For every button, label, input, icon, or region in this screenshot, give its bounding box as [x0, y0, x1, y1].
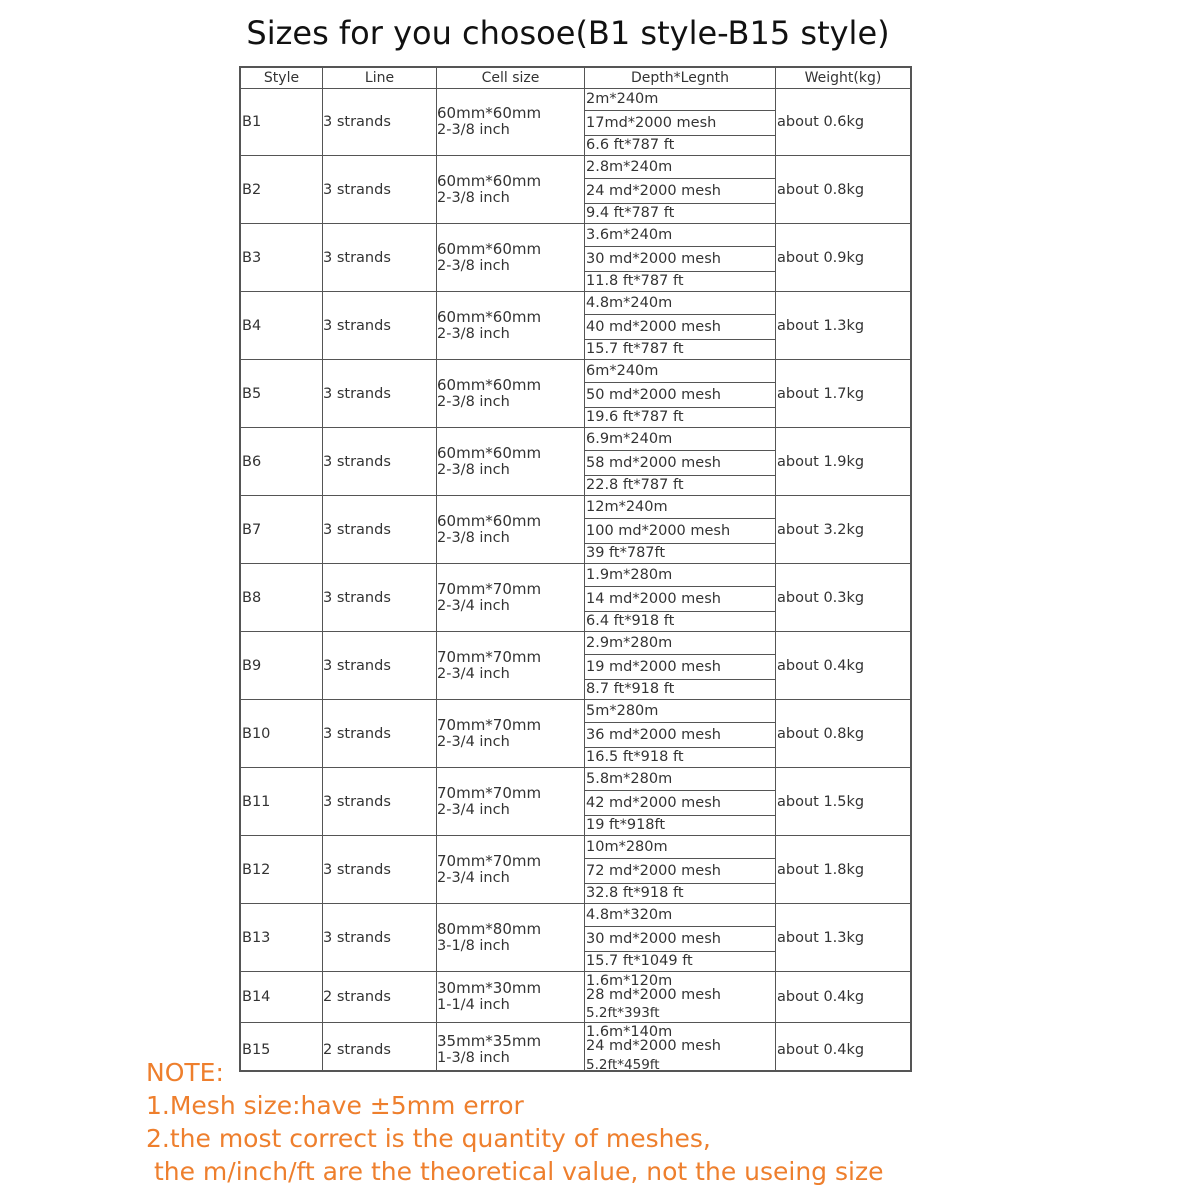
depth-feet: 6.4 ft*918 ft	[586, 612, 675, 629]
weight-cell: about 1.8kg	[777, 861, 865, 878]
cell-size-inch: 2-3/8 inch	[437, 393, 510, 410]
depth-length-cell	[585, 564, 775, 631]
depth-meters: 4.8m*240m	[586, 295, 673, 311]
depth-length-cell	[585, 496, 775, 563]
table-row	[241, 700, 910, 768]
depth-meters: 3.6m*240m	[586, 227, 673, 243]
cell-size-mm: 70mm*70mm	[437, 647, 542, 666]
depth-length-cell	[585, 836, 775, 903]
line-cell: 2 strands	[323, 1041, 391, 1058]
line-cell: 3 strands	[323, 385, 391, 402]
table-row	[241, 428, 910, 496]
table-row	[241, 564, 910, 632]
table-row	[241, 88, 910, 156]
cell-size-inch: 3-1/8 inch	[437, 937, 510, 954]
weight-cell: about 1.9kg	[777, 453, 865, 470]
cell-size-cell	[437, 632, 583, 699]
header-cell-size: Cell size	[481, 70, 540, 86]
depth-meters: 6.9m*240m	[586, 431, 673, 447]
cell-size-cell	[437, 428, 583, 495]
depth-mesh: 36 md*2000 mesh	[585, 722, 775, 748]
depth-mesh: 50 md*2000 mesh	[585, 382, 775, 408]
line-cell: 3 strands	[323, 521, 391, 538]
style-cell: B1	[242, 113, 262, 130]
cell-size-inch: 2-3/4 inch	[437, 801, 510, 818]
page-title: Sizes for you chosoe(B1 style-B15 style)	[246, 14, 890, 52]
style-cell: B12	[242, 861, 271, 878]
cell-size-inch: 2-3/8 inch	[437, 461, 510, 478]
depth-feet: 32.8 ft*918 ft	[586, 884, 684, 901]
depth-mesh: 40 md*2000 mesh	[585, 314, 775, 340]
style-cell: B3	[242, 249, 262, 266]
sizes-table	[239, 66, 912, 1072]
weight-cell: about 1.3kg	[777, 317, 865, 334]
cell-size-mm: 30mm*30mm	[437, 979, 542, 997]
table-row	[241, 768, 910, 836]
depth-feet: 19 ft*918ft	[586, 816, 666, 833]
depth-mesh: 42 md*2000 mesh	[585, 790, 775, 816]
depth-mesh: 19 md*2000 mesh	[585, 654, 775, 680]
depth-meters: 2m*240m	[586, 91, 659, 107]
header-depth-length: Depth*Legnth	[631, 70, 729, 86]
cell-size-inch: 1-1/4 inch	[437, 997, 510, 1013]
depth-mesh: 24 md*2000 mesh	[586, 1038, 721, 1054]
depth-length-cell	[585, 632, 775, 699]
note-line-2: 2.the most correct is the quantity of meshes,	[146, 1124, 711, 1153]
cell-size-mm: 70mm*70mm	[437, 851, 542, 870]
cell-size-cell	[437, 564, 583, 631]
style-cell: B8	[242, 589, 262, 606]
cell-size-cell	[437, 496, 583, 563]
line-cell: 3 strands	[323, 249, 391, 266]
depth-length-cell	[585, 428, 775, 495]
depth-meters: 4.8m*320m	[586, 907, 673, 923]
cell-size-mm: 35mm*35mm	[437, 1031, 542, 1050]
line-cell: 3 strands	[323, 793, 391, 810]
style-cell: B4	[242, 317, 262, 334]
cell-size-mm: 70mm*70mm	[437, 579, 542, 598]
weight-cell: about 0.8kg	[777, 181, 865, 198]
cell-size-mm: 60mm*60mm	[437, 171, 542, 190]
depth-length-cell	[585, 972, 775, 1022]
style-cell: B5	[242, 385, 262, 402]
cell-size-mm: 70mm*70mm	[437, 715, 542, 734]
depth-length-cell	[585, 292, 775, 359]
depth-feet: 16.5 ft*918 ft	[586, 748, 684, 765]
table-row	[241, 292, 910, 360]
cell-size-cell	[437, 836, 583, 903]
depth-mesh: 28 md*2000 mesh	[586, 987, 721, 1003]
depth-meters: 12m*240m	[586, 499, 668, 515]
depth-meters: 1.9m*280m	[586, 567, 673, 583]
cell-size-inch: 2-3/8 inch	[437, 121, 510, 138]
cell-size-inch: 2-3/4 inch	[437, 665, 510, 682]
table-row	[241, 904, 910, 972]
depth-feet: 15.7 ft*1049 ft	[586, 952, 693, 969]
weight-cell: about 0.6kg	[777, 113, 865, 130]
weight-cell: about 0.8kg	[777, 725, 865, 742]
depth-mesh: 17md*2000 mesh	[585, 110, 775, 136]
cell-size-cell	[437, 224, 583, 291]
depth-mesh: 30 md*2000 mesh	[585, 246, 775, 272]
depth-meters: 10m*280m	[586, 839, 668, 855]
note-heading: NOTE:	[146, 1058, 224, 1087]
cell-size-inch: 2-3/4 inch	[437, 597, 510, 614]
style-cell: B7	[242, 521, 262, 538]
line-cell: 3 strands	[323, 181, 391, 198]
style-cell: B11	[242, 793, 271, 810]
line-cell: 3 strands	[323, 317, 391, 334]
line-cell: 3 strands	[323, 725, 391, 742]
table-row	[241, 496, 910, 564]
table-row	[241, 972, 910, 1023]
cell-size-inch: 2-3/8 inch	[437, 529, 510, 546]
depth-mesh: 24 md*2000 mesh	[585, 178, 775, 204]
header-style: Style	[263, 70, 300, 86]
table-row	[241, 836, 910, 904]
table-row	[241, 156, 910, 224]
weight-cell: about 1.3kg	[777, 929, 865, 946]
cell-size-inch: 2-3/4 inch	[437, 869, 510, 886]
depth-feet: 22.8 ft*787 ft	[586, 476, 684, 493]
depth-length-cell	[585, 88, 775, 155]
cell-size-cell	[437, 700, 583, 767]
weight-cell: about 0.4kg	[777, 989, 865, 1005]
style-cell: B14	[242, 989, 271, 1005]
cell-size-cell	[437, 360, 583, 427]
weight-cell: about 0.4kg	[777, 657, 865, 674]
table-row	[241, 632, 910, 700]
depth-length-cell	[585, 224, 775, 291]
cell-size-mm: 60mm*60mm	[437, 239, 542, 258]
cell-size-cell	[437, 88, 583, 155]
style-cell: B10	[242, 725, 271, 742]
cell-size-cell	[437, 972, 583, 1022]
cell-size-cell	[437, 292, 583, 359]
depth-mesh: 100 md*2000 mesh	[585, 518, 775, 544]
depth-feet: 9.4 ft*787 ft	[586, 204, 675, 221]
cell-size-inch: 2-3/4 inch	[437, 733, 510, 750]
line-cell: 3 strands	[323, 113, 391, 130]
cell-size-inch: 2-3/8 inch	[437, 189, 510, 206]
depth-mesh: 58 md*2000 mesh	[585, 450, 775, 476]
cell-size-mm: 60mm*60mm	[437, 103, 542, 122]
depth-meters: 5.8m*280m	[586, 771, 673, 787]
depth-feet: 8.7 ft*918 ft	[586, 680, 675, 697]
cell-size-inch: 1-3/8 inch	[437, 1049, 510, 1066]
cell-size-mm: 60mm*60mm	[437, 511, 542, 530]
style-cell: B2	[242, 181, 262, 198]
cell-size-cell	[437, 904, 583, 971]
line-cell: 2 strands	[323, 989, 391, 1005]
line-cell: 3 strands	[323, 589, 391, 606]
depth-meters: 6m*240m	[586, 363, 659, 379]
depth-length-cell	[585, 360, 775, 427]
line-cell: 3 strands	[323, 657, 391, 674]
cell-size-mm: 60mm*60mm	[437, 375, 542, 394]
line-cell: 3 strands	[323, 453, 391, 470]
line-cell: 3 strands	[323, 929, 391, 946]
note-line-3: the m/inch/ft are the theoretical value, not the useing size	[146, 1157, 884, 1186]
depth-feet: 11.8 ft*787 ft	[586, 272, 684, 289]
style-cell: B6	[242, 453, 262, 470]
depth-feet: 39 ft*787ft	[586, 544, 666, 561]
depth-feet: 15.7 ft*787 ft	[586, 340, 684, 357]
table-row	[241, 360, 910, 428]
weight-cell: about 0.3kg	[777, 589, 865, 606]
weight-cell: about 0.9kg	[777, 249, 865, 266]
depth-length-cell	[585, 768, 775, 835]
depth-meters: 2.9m*280m	[586, 635, 673, 651]
cell-size-mm: 70mm*70mm	[437, 783, 542, 802]
style-cell: B13	[242, 929, 271, 946]
cell-size-mm: 60mm*60mm	[437, 443, 542, 462]
cell-size-inch: 2-3/8 inch	[437, 325, 510, 342]
note-line-1: 1.Mesh size:have ±5mm error	[146, 1091, 524, 1120]
depth-meters: 1.6m*140m	[586, 1024, 673, 1040]
header-weight: Weight(kg)	[804, 70, 882, 86]
depth-meters: 1.6m*120m	[586, 973, 673, 989]
weight-cell: about 0.4kg	[777, 1041, 865, 1058]
depth-mesh: 30 md*2000 mesh	[585, 926, 775, 952]
depth-meters: 5m*280m	[586, 703, 659, 719]
depth-feet: 19.6 ft*787 ft	[586, 408, 684, 425]
depth-feet: 5.2ft*459ft	[586, 1057, 660, 1073]
cell-size-inch: 2-3/8 inch	[437, 257, 510, 274]
cell-size-mm: 80mm*80mm	[437, 919, 542, 938]
depth-meters: 2.8m*240m	[586, 159, 673, 175]
style-cell: B15	[242, 1041, 271, 1058]
depth-mesh: 14 md*2000 mesh	[585, 586, 775, 612]
depth-length-cell	[585, 156, 775, 223]
cell-size-mm: 60mm*60mm	[437, 307, 542, 326]
note-block	[146, 1056, 883, 1188]
depth-length-cell	[585, 904, 775, 971]
weight-cell: about 1.7kg	[777, 385, 865, 402]
table-header-row	[241, 68, 910, 89]
weight-cell: about 3.2kg	[777, 521, 865, 538]
depth-length-cell	[585, 700, 775, 767]
depth-mesh: 72 md*2000 mesh	[585, 858, 775, 884]
header-line: Line	[364, 70, 395, 86]
table-row	[241, 224, 910, 292]
cell-size-cell	[437, 156, 583, 223]
depth-feet: 6.6 ft*787 ft	[586, 136, 675, 153]
style-cell: B9	[242, 657, 262, 674]
depth-feet: 5.2ft*393ft	[586, 1004, 660, 1021]
cell-size-cell	[437, 768, 583, 835]
line-cell: 3 strands	[323, 861, 391, 878]
weight-cell: about 1.5kg	[777, 793, 865, 810]
